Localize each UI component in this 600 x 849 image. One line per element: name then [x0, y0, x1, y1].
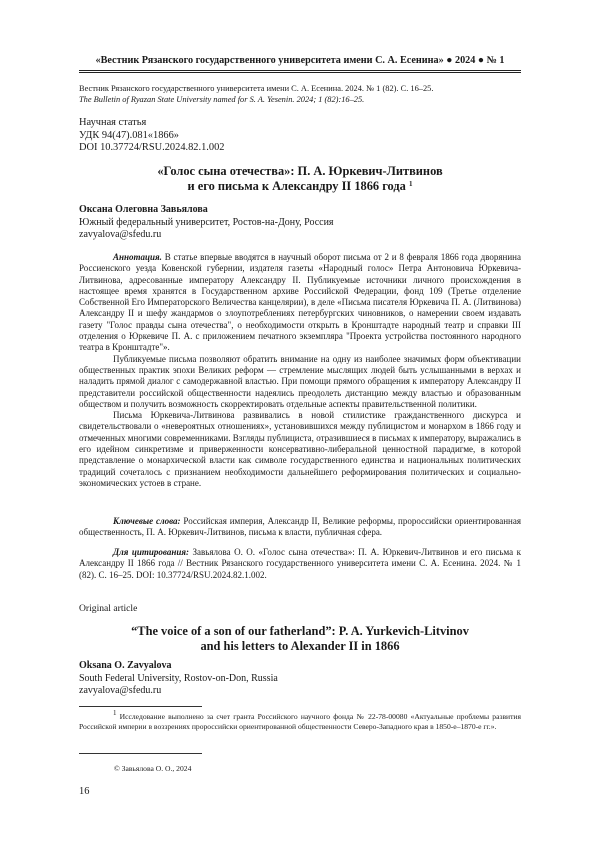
- citation-instruction: [79, 547, 521, 581]
- title-en: [79, 624, 521, 654]
- title-ru-line2: [79, 179, 521, 194]
- keywords-label: Ключевые слова:: [113, 516, 181, 526]
- title-en-line2: and his letters to Alexander II in 1866: [200, 639, 400, 653]
- title-ru: [79, 164, 521, 194]
- author-en-name: Oksana O. Zavyalova: [79, 660, 172, 671]
- citation-en: The Bulletin of Ryazan State University named for S. A. Yesenin. 2024; 1 (82):16–25.: [79, 95, 365, 104]
- udk-code: УДК 94(47).081«1866»: [79, 129, 179, 141]
- abstract: [79, 252, 521, 489]
- header-rule-top: [79, 70, 521, 71]
- author-en-affiliation: South Federal University, Rostov-on-Don, Russia: [79, 672, 278, 684]
- author-ru-name: Оксана Олеговна Завьялова: [79, 204, 208, 215]
- cite-label: Для цитирования:: [113, 547, 189, 557]
- abstract-paragraph-1: [79, 252, 521, 354]
- author-ru-email[interactable]: zavyalova@sfedu.ru: [79, 229, 162, 240]
- title-ru-line1: «Голос сына отечества»: П. А. Юркевич-Литвинов: [157, 164, 443, 178]
- title-ru-line2-text: и его письма к Александру II 1866 года: [187, 179, 406, 193]
- citation-block: [79, 83, 521, 105]
- doi: DOI 10.37724/RSU.2024.82.1.002: [79, 142, 225, 153]
- author-en-email[interactable]: zavyalova@sfedu.ru: [79, 685, 162, 696]
- footnote: [79, 709, 521, 732]
- abstract-paragraph-2: Публикуемые письма позволяют обратить внимание на одну из наиболее значимых форм объективации общественных практик эпохи Великих реформ — стремление мыслящих людей быть услышанными в верхах и наладить прямой диалог с самодержавной властью. При помощи прямого обращения к императору Александру II представители российской общественности надеялись преодолеть дистанцию между властью и образованным обществом и получить возможность скорректировать отдельные аспекты правительственной политики.: [79, 353, 521, 409]
- author-en: [79, 660, 521, 698]
- keywords-text: Российская империя, Александр II, Великие реформы, пророссийски ориентированная общественность, П. А. Юркевич-Литвинов, письма к власти, публичная сфера.: [79, 516, 522, 538]
- copyright-divider: [79, 753, 202, 754]
- footnote-number: 1: [113, 709, 117, 717]
- footnote-divider: [79, 706, 202, 707]
- article-meta: [79, 117, 521, 155]
- citation-ru: Вестник Рязанского государственного университета имени С. А. Есенина. 2024. № 1 (82). С. 16–25.: [79, 84, 434, 93]
- abstract-paragraph-3: Письма Юркевича-Литвинова развивались в новой стилистике гражданственного дискурса и свидетельствовали о «невероятных отношениях», установившихся между публицистом и монархом в 1866 году и отмеченных многими современниками. Взгляды публициста, отразившиеся в письмах к императору, выражались в его идейном синкретизме и приверженности консервативно-либеральной ценностной парадигме, в которой представление о монархической власти как символе государственного единства и национальных политических традиций сочеталось с признанием необходимости дальнейшего реформирования политических и социально-экономических устоев в стране.: [79, 410, 521, 488]
- copyright: © Завьялова О. О., 2024: [114, 764, 192, 773]
- original-article-label: Original article: [79, 603, 138, 614]
- footnote-text: Исследование выполнено за счет гранта Российского научного фонда № 22-78-00080 «Актуальные проблемы развития Российской империи в воззрениях пророссийски ориентированной общественности Северо-Западного края в 1850-е–1870-е гг.».: [79, 712, 521, 731]
- article-type: Научная статья: [79, 117, 147, 128]
- keywords: [79, 516, 521, 539]
- abstract-label: Аннотация.: [113, 252, 162, 262]
- author-ru-affiliation: Южный федеральный университет, Ростов-на-Дону, Россия: [79, 216, 334, 228]
- journal-header: «Вестник Рязанского государственного университета имени С. А. Есенина» ● 2024 ● № 1: [95, 55, 505, 66]
- cite-text: Завьялова О. О. «Голос сына отечества»: П. А. Юркевич-Литвинов и его письма к Александру II 1866 года // Вестник Рязанского государственного университета имени С. А. Есенина. 2024. № 1 (82). С. 16–25. DOI: 10.37724/RSU.2024.82.1.002.: [79, 547, 522, 580]
- footnote-mark[interactable]: 1: [408, 180, 413, 188]
- title-en-line1: “The voice of a son of our fatherland”: P. A. Yurkevich-Litvinov: [131, 624, 469, 638]
- author-ru: [79, 204, 521, 242]
- abstract-p1-text: В статье впервые вводятся в научный оборот письма от 2 и 8 февраля 1866 года дворянина Россиенского уезда Ковенской губернии, издателя газеты «Народный голос» Петра Антоновича Юркевича-Литвинова, адресованные императору Александру II. Публикуемые источники личного происхождения в настоящее время хранятся в Государственном архиве Российской Федерации, фонд 109 (Третье отделение Собственной Его Императорского Величества канцелярии), в деле «Письма писателя Юркевича П. А. (Литвинова) Александру II и шефу жандармов о злоупотреблениях петербургских чиновников, о намерении своем издавать газету "Голос правды сына отечества", о необходимости открыть в Кронштадте народный театр и справки III отделения о Юркевиче П. А. с приложением печатного экземпляра "Проекта устройства постоянного народного театра в Кронштадте"».: [79, 252, 521, 353]
- header-rule-bottom: [79, 72, 521, 73]
- page-number: 16: [79, 786, 90, 797]
